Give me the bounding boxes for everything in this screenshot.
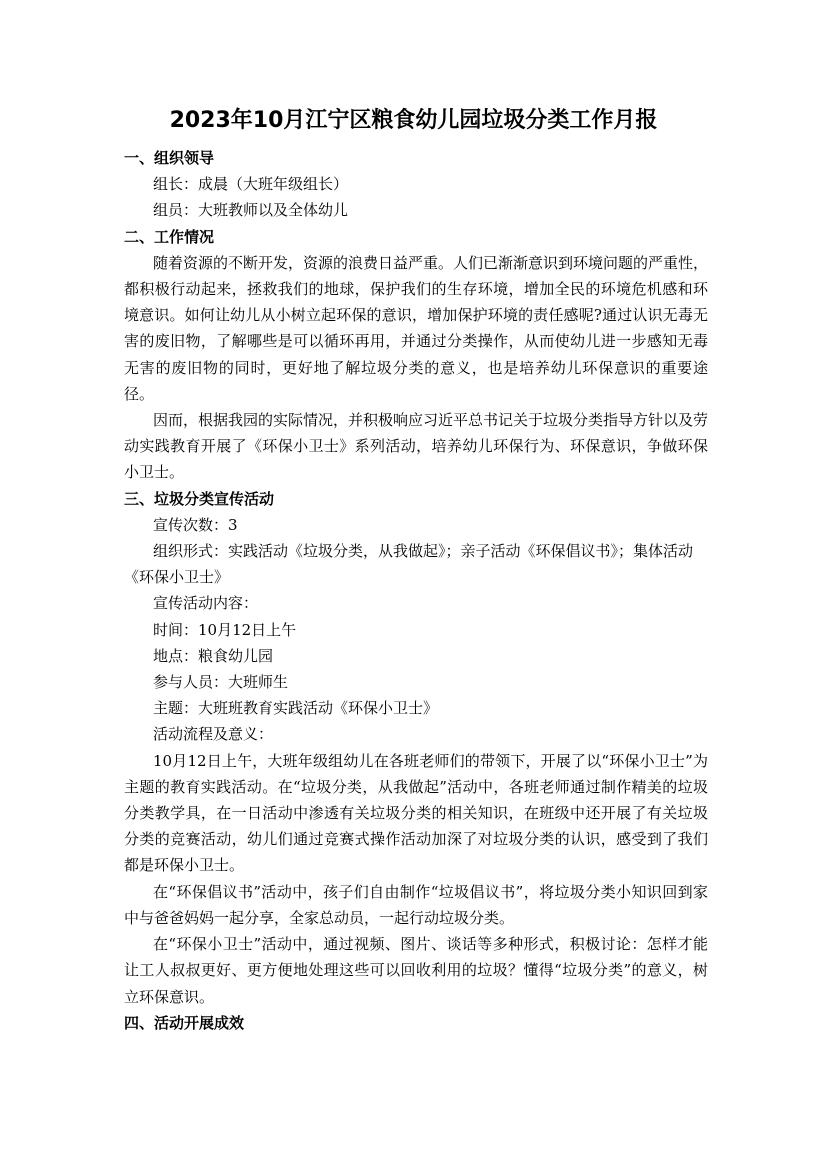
section-heading-results: 四、活动开展成效 (124, 1013, 245, 1032)
publicity-participants: 参与人员：大班师生 (153, 673, 289, 692)
document-title: 2023年10月江宁区粮食幼儿园垃圾分类工作月报 (169, 108, 658, 133)
publicity-form: 组织形式：实践活动《垃圾分类，从我做起》；亲子活动《环保倡议书》；集体活动《环保小卫士》 (124, 542, 694, 587)
publicity-process-label: 活动流程及意义： (153, 725, 274, 744)
section-heading-organization: 一、组织领导 (124, 149, 215, 167)
work-status-paragraph-2: 因而，根据我园的实际情况，并积极响应习近平总书记关于垃圾分类指导方针以及劳动实践教育开展了《环保小卫士》系列活动，培养幼儿环保行为、环保意识，争做环保小卫士。 (124, 411, 709, 482)
publicity-paragraph-2: 在“环保倡议书”活动中，孩子们自由制作“垃圾倡议书”，将垃圾分类小知识回到家中与爸爸妈妈一起分享，全家总动员，一起行动垃圾分类。 (124, 882, 708, 927)
work-status-paragraph-1: 随着资源的不断开发，资源的浪费日益严重。人们已渐渐意识到环境问题的严重性，都积极行动起来，拯救我们的地球，保护我们的生存环境，增加全民的环境危机感和环境意识。如何让幼儿从小树立起环保的意识，增加保护环境的责任感呢?通过认识无毒无害的废旧物，了解哪些是可以循环再用，并通过分类操作，从而使幼儿进一步感知无毒无害的废旧物的同时，更好地了解垃圾分类的意义，也是培养幼儿环保意识的重要途径。 (124, 253, 709, 403)
document-body (124, 145, 708, 1036)
section-heading-work-status: 二、工作情况 (124, 227, 215, 246)
members-line: 组员：大班教师以及全体幼儿 (153, 201, 349, 220)
publicity-count: 宣传次数：3 (153, 515, 238, 534)
section-heading-publicity: 三、垃圾分类宣传活动 (124, 489, 275, 508)
publicity-paragraph-1: 10月12日上午，大班年级组幼儿在各班老师们的带领下，开展了以“环保小卫士”为主题的教育实践活动。在“垃圾分类，从我做起”活动中，各班老师通过制作精美的垃圾分类教学具，在一日活动中渗透有关垃圾分类的相关知识，在班级中还开展了有关垃圾分类的竞赛活动，幼儿们通过竞赛式操作活动加深了对垃圾分类的认识，感受到了我们都是环保小卫士。 (124, 751, 708, 875)
publicity-content-label: 宣传活动内容： (153, 594, 259, 613)
publicity-place: 地点：粮食幼儿园 (153, 646, 274, 665)
leader-line: 组长：成晨（大班年级组长） (153, 175, 349, 194)
publicity-time: 时间：10月12日上午 (153, 620, 297, 639)
publicity-paragraph-3: 在“环保小卫士”活动中，通过视频、图片、谈话等多种形式，积极讨论：怎样才能让工人叔叔更好、更方便地处理这些可以回收利用的垃圾？懂得“垃圾分类”的意义，树立环保意识。 (124, 935, 708, 1006)
publicity-theme: 主题：大班班教育实践活动《环保小卫士》 (153, 699, 439, 718)
